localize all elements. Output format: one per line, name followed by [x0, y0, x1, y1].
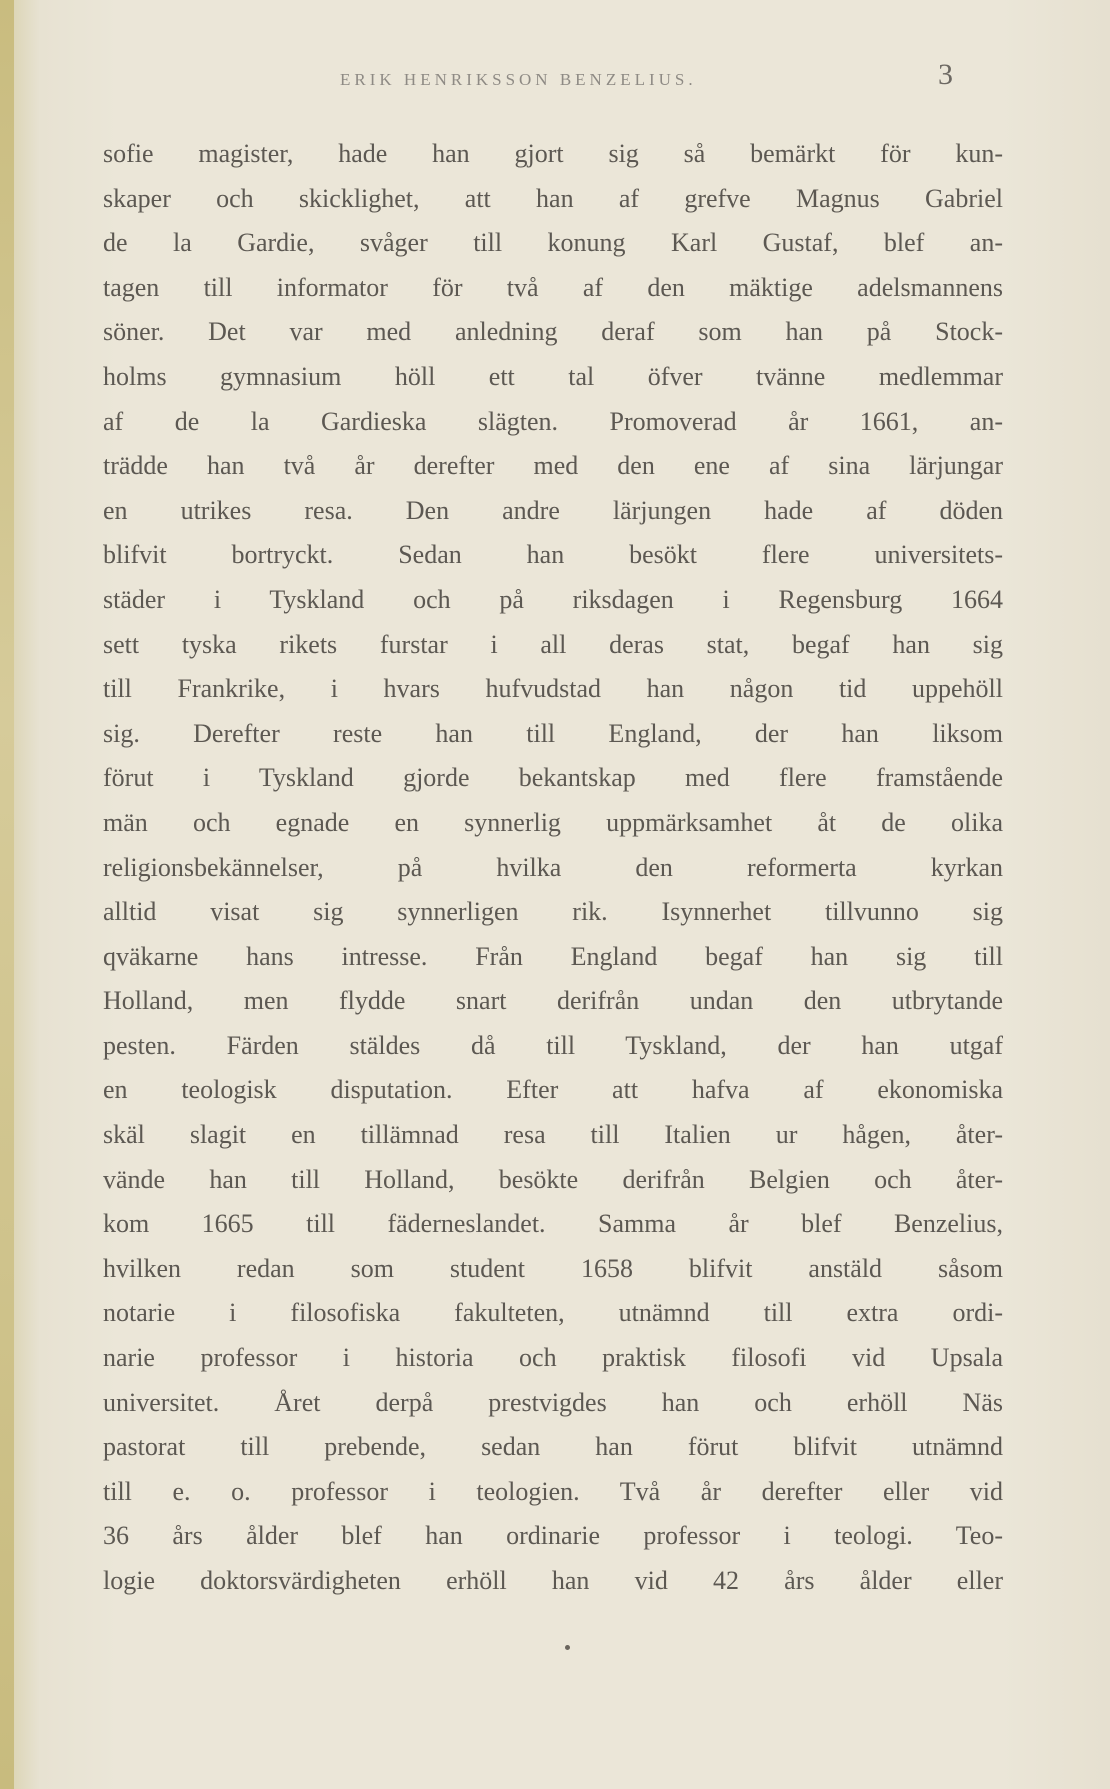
- page-header: [90, 58, 990, 98]
- text-line: män och egnade en synnerlig uppmärksamhet åt de olika: [103, 807, 1003, 837]
- text-line: hvilken redan som student 1658 blifvit anstäld såsom: [103, 1253, 1003, 1283]
- text-line: städer i Tyskland och på riksdagen i Regensburg 1664: [103, 584, 1003, 614]
- running-title: ERIK HENRIKSSON BENZELIUS.: [340, 70, 697, 89]
- text-line: trädde han två år derefter med den ene af sina lärjungar: [103, 451, 1003, 481]
- text-line: religionsbekännelser, på hvilka den reformerta kyrkan: [103, 852, 1003, 882]
- text-line: notarie i filosofiska fakulteten, utnämnd till extra ordi-: [103, 1298, 1003, 1328]
- text-line: af de la Gardieska slägten. Promoverad år 1661, an-: [103, 406, 1003, 436]
- page-number: 3: [938, 58, 953, 91]
- text-line: narie professor i historia och praktisk filosofi vid Upsala: [103, 1343, 1003, 1373]
- text-line: till e. o. professor i teologien. Två år derefter eller vid: [103, 1476, 1003, 1506]
- text-line: till Frankrike, i hvars hufvudstad han någon tid uppehöll: [103, 674, 1003, 704]
- text-line: sig. Derefter reste han till England, der han liksom: [103, 718, 1003, 748]
- text-line: Holland, men flydde snart derifrån undan den utbrytande: [103, 986, 1003, 1016]
- body-text: [103, 132, 1003, 1604]
- book-binding-edge: [0, 0, 14, 1789]
- ink-speck: [565, 1645, 570, 1650]
- text-line: skaper och skicklighet, att han af grefve Magnus Gabriel: [103, 183, 1003, 213]
- text-line: en utrikes resa. Den andre lärjungen hade af döden: [103, 495, 1003, 525]
- text-line: universitet. Året derpå prestvigdes han och erhöll Näs: [103, 1387, 1003, 1417]
- text-line: förut i Tyskland gjorde bekantskap med flere framstående: [103, 763, 1003, 793]
- text-line: logie doktorsvärdigheten erhöll han vid 42 års ålder eller: [103, 1566, 1003, 1595]
- text-line: pesten. Färden stäldes då till Tyskland, der han utgaf: [103, 1030, 1003, 1060]
- text-line: qväkarne hans intresse. Från England begaf han sig till: [103, 941, 1003, 971]
- text-line: söner. Det var med anledning deraf som han på Stock-: [103, 317, 1003, 347]
- text-line: vände han till Holland, besökte derifrån Belgien och åter-: [103, 1164, 1003, 1194]
- text-line: sett tyska rikets furstar i all deras stat, begaf han sig: [103, 629, 1003, 659]
- text-line: tagen till informator för två af den mäktige adelsmannens: [103, 272, 1003, 302]
- text-line: pastorat till prebende, sedan han förut blifvit utnämnd: [103, 1432, 1003, 1462]
- text-line: sofie magister, hade han gjort sig så bemärkt för kun-: [103, 139, 1003, 168]
- text-line: blifvit bortryckt. Sedan han besökt flere universitets-: [103, 540, 1003, 570]
- text-line: de la Gardie, svåger till konung Karl Gustaf, blef an-: [103, 228, 1003, 258]
- text-line: 36 års ålder blef han ordinarie professor i teologi. Teo-: [103, 1521, 1003, 1551]
- text-line: skäl slagit en tillämnad resa till Italien ur hågen, åter-: [103, 1120, 1003, 1150]
- text-line: alltid visat sig synnerligen rik. Isynnerhet tillvunno sig: [103, 897, 1003, 927]
- text-line: holms gymnasium höll ett tal öfver tvänne medlemmar: [103, 361, 1003, 391]
- text-line: en teologisk disputation. Efter att hafva af ekonomiska: [103, 1075, 1003, 1105]
- text-line: kom 1665 till fäderneslandet. Samma år blef Benzelius,: [103, 1209, 1003, 1239]
